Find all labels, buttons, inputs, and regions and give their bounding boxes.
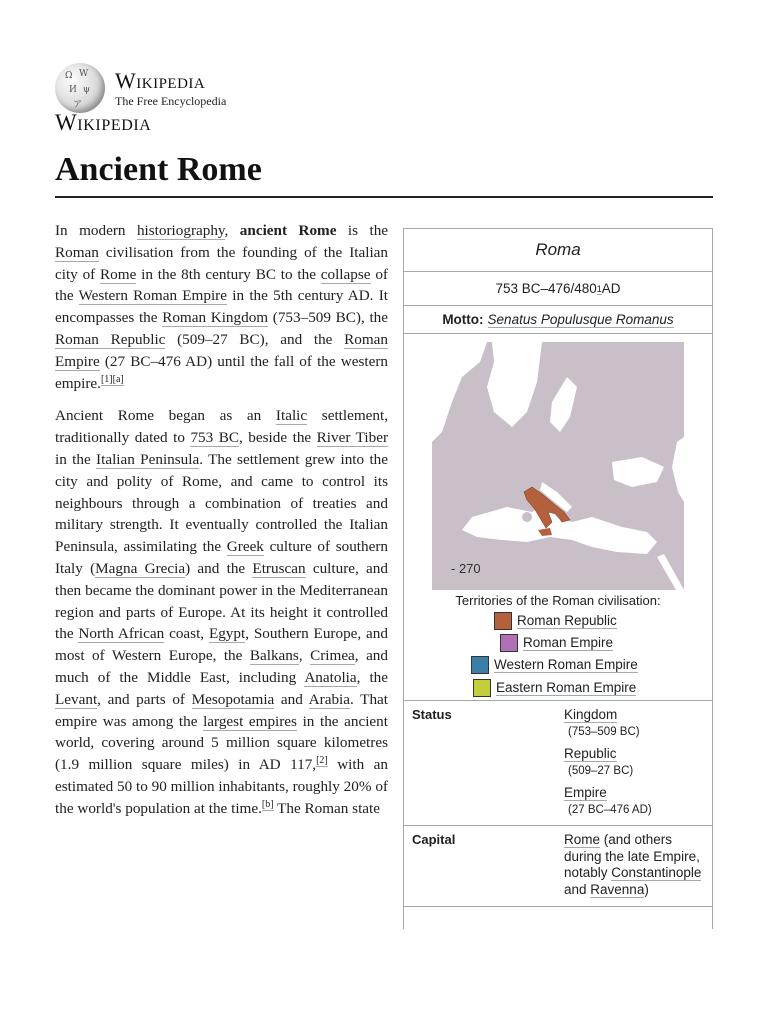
territory-map[interactable] <box>432 342 684 590</box>
page-title: Ancient Rome <box>55 151 262 188</box>
capital-constantinople-link[interactable]: Constantinople <box>611 865 702 880</box>
link-historiography[interactable]: historiography <box>136 222 225 239</box>
note-b[interactable]: [b] <box>261 798 274 810</box>
link-italian-peninsula[interactable]: Italian Peninsula <box>96 450 200 468</box>
wordmark-large[interactable]: Wikipedia <box>55 110 152 135</box>
link-river-tiber[interactable]: River Tiber <box>316 429 388 447</box>
island-sardinia <box>522 512 532 522</box>
status-kingdom-link[interactable]: Kingdom <box>564 707 618 722</box>
infobox <box>403 228 713 929</box>
status-republic-link[interactable]: Republic <box>564 746 617 761</box>
swatch-roman-empire <box>500 634 518 652</box>
citation-1[interactable]: [1] <box>100 373 113 385</box>
infobox-name: Roma <box>404 229 712 272</box>
status-republic-dates: (509–27 BC) <box>568 764 634 777</box>
legend-title: Territories of the Roman civilisation: <box>455 593 661 608</box>
link-rome[interactable]: Rome <box>100 265 137 283</box>
map-year-label: - 270 <box>451 561 481 576</box>
link-italic[interactable]: Italic <box>275 407 308 425</box>
wikipedia-globe-icon: Ω W И ψ ア <box>55 63 105 113</box>
link-crimea[interactable]: Crimea <box>310 647 355 665</box>
link-egypt[interactable]: Egypt <box>208 625 246 643</box>
capital-label: Capital <box>412 832 456 847</box>
link-roman-kingdom[interactable]: Roman Kingdom <box>162 309 269 327</box>
status-label: Status <box>412 707 452 722</box>
status-empire-dates: (27 BC–476 AD) <box>568 803 652 816</box>
link-anatolia[interactable]: Anatolia <box>304 668 357 686</box>
territory-map-section <box>404 334 712 701</box>
status-value <box>564 707 712 817</box>
dates-note[interactable]: 1 <box>596 283 602 294</box>
motto-label: Motto: <box>442 312 484 327</box>
link-collapse[interactable]: collapse <box>320 265 371 283</box>
link-mesopotamia[interactable]: Mesopotamia <box>191 690 275 708</box>
paragraph-2: Ancient Rome began as an Italic settlement, traditionally dated to 753 BC, beside the River Tiber in the Italian Peninsula. The settlement grew into the city and polity of Rome, and came to control its neighbours through a combination of treaties and military strength. It eventually controlled the Italian Peninsula, assimilating the Greek culture of southern Italy (Magna Grecia) and the Etruscan culture, and then became the dominant power in the Mediterranean region and parts of Europe. At its height it controlled the North African coast, Egypt, Southern Europe, and most of Western Europe, the Balkans, Crimea, and much of the Middle East, including Anatolia, the Levant, and parts of Mesopotamia and Arabia. That empire was among the largest empires in the ancient world, covering around 5 million square kilometres (1.9 million square miles) in AD 117,[2] with an estimated 50 to 90 million inhabitants, roughly 20% of the world's population at the time.[b] The Roman state <box>55 407 389 817</box>
paragraph-1: In modern historiography, ancient Rome is the Roman civilisation from the founding of the Italian city of Rome in the 8th century BC to the collapse of the Western Roman Empire in the 5th century AD. It encompasses the Roman Kingdom (753–509 BC), the Roman Republic (509–27 BC), and the Roman Empire (27 BC–476 AD) until the fall of the western empire.[1][a] <box>55 222 389 392</box>
motto-link[interactable]: Senatus Populusque Romanus <box>487 311 674 327</box>
infobox-capital-row <box>404 826 712 907</box>
capital-ravenna-link[interactable]: Ravenna <box>590 881 645 897</box>
link-balkans[interactable]: Balkans <box>249 647 299 665</box>
swatch-roman-republic <box>494 612 512 630</box>
link-etruscan[interactable]: Etruscan <box>252 559 306 577</box>
legend-eastern-roman-empire[interactable]: Eastern Roman Empire <box>473 679 636 697</box>
tagline: The Free Encyclopedia <box>115 93 227 108</box>
capital-value: Rome (and others during the late Empire, notably Constantinople and Ravenna) <box>564 832 702 897</box>
status-empire-link[interactable]: Empire <box>564 785 607 800</box>
capital-rome-link[interactable]: Rome <box>564 832 601 847</box>
wordmark: Wikipedia <box>115 67 206 93</box>
link-magna-grecia[interactable]: Magna Grecia <box>95 559 186 577</box>
legend-western-roman-empire[interactable]: Western Roman Empire <box>471 656 638 674</box>
swatch-eastern-roman-empire <box>473 679 491 697</box>
article-body <box>55 220 388 831</box>
link-north-african[interactable]: North African <box>78 625 165 643</box>
bold-term: ancient Rome <box>239 222 337 239</box>
note-a[interactable]: [a] <box>112 373 124 385</box>
link-levant[interactable]: Levant <box>55 690 98 708</box>
link-arabia[interactable]: Arabia <box>308 690 350 708</box>
link-753-bc[interactable]: 753 BC <box>190 429 239 447</box>
wikipedia-logo[interactable] <box>55 64 226 112</box>
link-roman[interactable]: Roman <box>55 243 99 261</box>
legend-roman-empire[interactable]: Roman Empire <box>500 634 613 652</box>
infobox-status-row <box>404 701 712 826</box>
infobox-dates: 753 BC–476/480 1 AD <box>404 272 712 306</box>
link-greek[interactable]: Greek <box>226 538 264 556</box>
title-divider <box>55 196 713 198</box>
link-roman-republic[interactable]: Roman Republic <box>55 330 166 348</box>
citation-2[interactable]: [2] <box>316 755 328 767</box>
link-western-roman-empire[interactable]: Western Roman Empire <box>78 287 227 305</box>
link-roman-empire[interactable]: Roman Empire <box>55 330 388 370</box>
swatch-western-roman-empire <box>471 656 489 674</box>
infobox-motto <box>404 306 712 334</box>
legend-roman-republic[interactable]: Roman Republic <box>494 612 617 630</box>
link-largest-empires[interactable]: largest empires <box>203 712 297 730</box>
status-kingdom-dates: (753–509 BC) <box>568 725 640 738</box>
